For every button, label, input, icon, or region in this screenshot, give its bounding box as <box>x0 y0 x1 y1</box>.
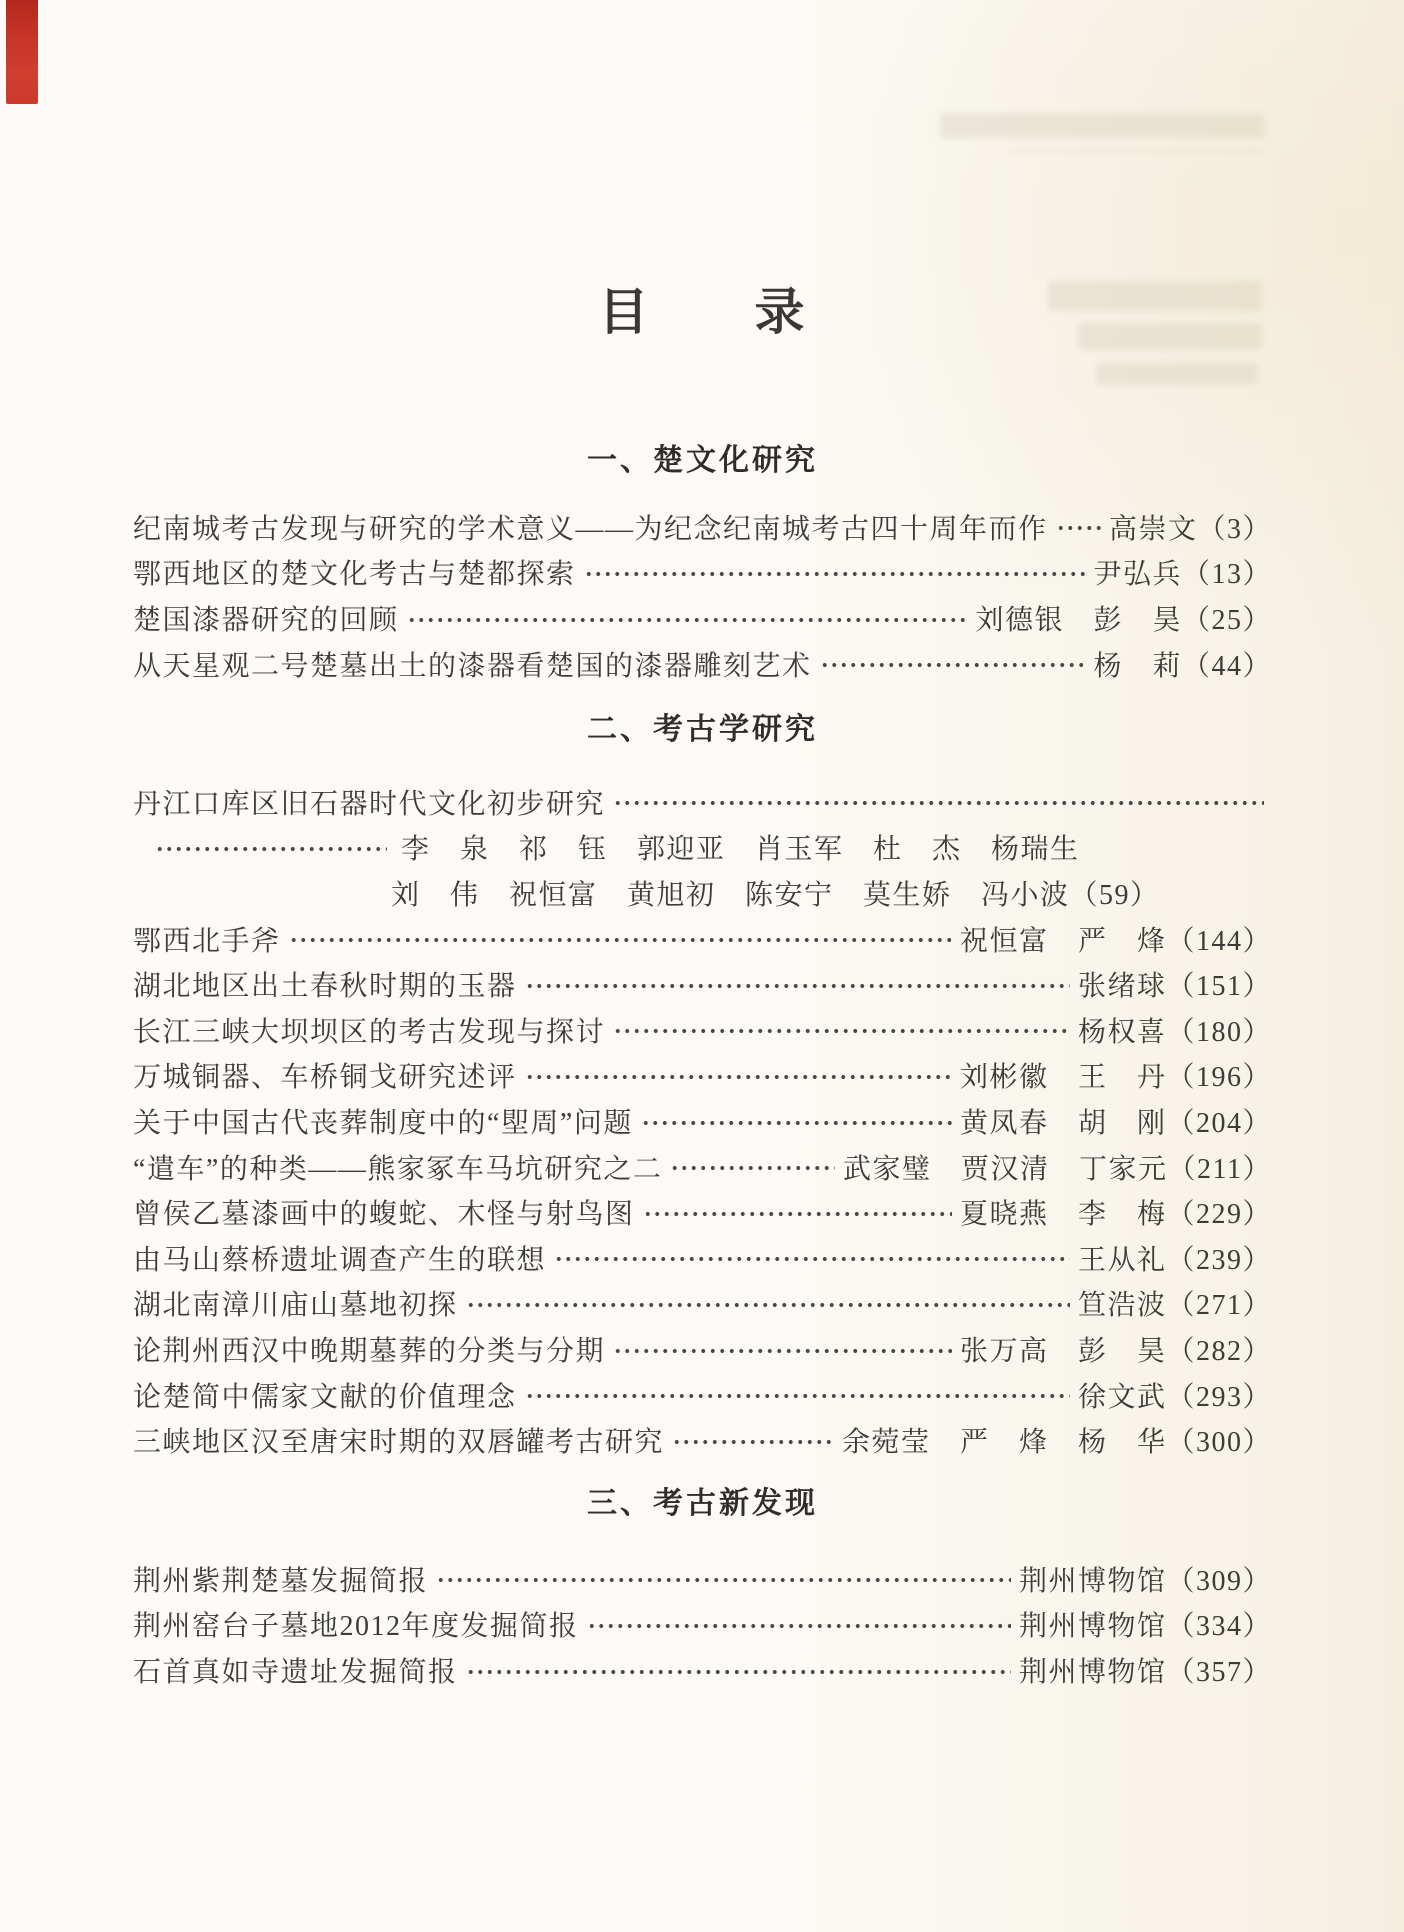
entry-title: 长江三峡大坝坝区的考古发现与探讨 <box>133 1016 606 1048</box>
section-heading: 三、考古新发现 <box>587 1487 818 1520</box>
toc-entry-continuation <box>133 825 1272 871</box>
toc-entry <box>133 1281 1272 1327</box>
entry-authors-page: 徐文武（293） <box>1077 1381 1272 1413</box>
toc-entry <box>133 1007 1272 1053</box>
section-heading: 一、楚文化研究 <box>587 444 818 477</box>
entry-title: 从天星观二号楚墓出土的漆器看楚国的漆器雕刻艺术 <box>133 650 812 682</box>
section-entry-list <box>133 1556 1272 1693</box>
entry-authors-page: 荆州博物馆（334） <box>1018 1611 1272 1643</box>
entry-title: 纪南城考古发现与研究的学术意义——为纪念纪南城考古四十周年而作 <box>133 513 1048 545</box>
dotted-leader <box>584 550 1086 596</box>
section-entry-list <box>133 779 1272 1463</box>
entry-authors: 李 泉 祁 钰 郭迎亚 肖玉军 杜 杰 杨瑞生 <box>401 834 1080 866</box>
entry-authors-page: 杨 莉（44） <box>1093 650 1272 682</box>
book-cover-red-edge <box>6 0 38 104</box>
entry-authors-page: 王从礼（239） <box>1077 1244 1272 1276</box>
toc-content <box>133 0 1272 1932</box>
toc-entry <box>133 1647 1272 1693</box>
entry-authors-page: 刘德银 彭 昊（25） <box>975 604 1272 636</box>
entry-title: 石首真如寺遗址发掘简报 <box>133 1656 458 1688</box>
dotted-leader <box>466 1647 1011 1693</box>
entry-title: 由马山蔡桥遗址调查产生的联想 <box>133 1244 547 1276</box>
entry-authors-page: 荆州博物馆（309） <box>1018 1565 1272 1597</box>
section-heading: 二、考古学研究 <box>587 713 818 746</box>
toc-entry <box>133 641 1272 687</box>
entry-title: “遣车”的种类——熊家冢车马坑研究之二 <box>133 1153 663 1185</box>
entry-title: 荆州窑台子墓地2012年度发掘简报 <box>133 1611 579 1643</box>
toc-entry <box>133 595 1272 641</box>
toc-entry <box>133 779 1272 825</box>
entry-authors-page: 尹弘兵（13） <box>1093 559 1272 591</box>
toc-entry <box>133 550 1272 596</box>
dotted-leader <box>643 1189 952 1235</box>
toc-entry <box>133 1053 1272 1099</box>
entry-title: 论楚简中儒家文献的价值理念 <box>133 1381 517 1413</box>
entry-title: 三峡地区汉至唐宋时期的双唇罐考古研究 <box>133 1427 665 1459</box>
toc-entry <box>133 1602 1272 1648</box>
entry-title: 鄂西地区的楚文化考古与楚都探索 <box>133 559 576 591</box>
entry-title: 曾侯乙墓漆画中的蝮蛇、木怪与射鸟图 <box>133 1199 635 1231</box>
dotted-leader <box>587 1602 1011 1648</box>
toc-entry <box>133 504 1272 550</box>
toc-entry <box>133 1417 1272 1463</box>
entry-title: 湖北地区出土春秋时期的玉器 <box>133 971 517 1003</box>
entry-authors-page: 张万高 彭 昊（282） <box>959 1335 1272 1367</box>
dotted-leader <box>613 1007 1070 1053</box>
toc-entry <box>133 1372 1272 1418</box>
entry-authors-page: 武家璧 贾汉清 丁家元（211） <box>843 1153 1272 1185</box>
entry-title: 楚国漆器研究的回顾 <box>133 604 399 636</box>
entry-authors-page: 张绪球（151） <box>1077 971 1272 1003</box>
dotted-leader <box>641 1098 952 1144</box>
dotted-leader <box>525 1053 952 1099</box>
entry-authors-page: 笪浩波（271） <box>1077 1290 1272 1322</box>
entry-authors-page: 刘 伟 祝恒富 黄旭初 陈安宁 莫生娇 冯小波（59） <box>391 879 1160 911</box>
dotted-leader <box>289 916 952 962</box>
toc-entry <box>133 916 1272 962</box>
toc-entry-continuation <box>133 870 1272 916</box>
entry-authors-page: 祝恒富 严 烽（144） <box>959 925 1272 957</box>
dotted-leader <box>613 1326 952 1372</box>
toc-entry <box>133 1235 1272 1281</box>
toc-entry <box>133 961 1272 1007</box>
dotted-leader <box>613 779 1264 825</box>
toc-entry <box>133 1144 1272 1190</box>
dotted-leader <box>525 1372 1070 1418</box>
section-entry-list <box>133 504 1272 686</box>
dotted-leader <box>670 1144 835 1190</box>
entry-authors-page: 高崇文（3） <box>1108 513 1272 545</box>
entry-authors-page: 黄凤春 胡 刚（204） <box>959 1107 1272 1139</box>
entry-title: 论荆州西汉中晚期墓葬的分类与分期 <box>133 1335 606 1367</box>
dotted-leader <box>466 1281 1070 1327</box>
entry-authors-page: 荆州博物馆（357） <box>1018 1656 1272 1688</box>
dotted-leader <box>436 1556 1011 1602</box>
entry-authors-page: 夏晓燕 李 梅（229） <box>959 1199 1272 1231</box>
entry-title: 丹江口库区旧石器时代文化初步研究 <box>133 788 606 820</box>
entry-title: 万城铜器、车桥铜戈研究述评 <box>133 1062 517 1094</box>
dotted-leader <box>155 825 387 871</box>
entry-title: 鄂西北手斧 <box>133 925 281 957</box>
dotted-leader <box>525 961 1070 1007</box>
entry-authors-page: 杨权喜（180） <box>1077 1016 1272 1048</box>
entry-authors-page: 余菀莹 严 烽 杨 华（300） <box>841 1427 1272 1459</box>
toc-entry <box>133 1098 1272 1144</box>
entry-title: 湖北南漳川庙山墓地初探 <box>133 1290 458 1322</box>
page-title: 目 录 <box>598 284 807 340</box>
toc-entry <box>133 1189 1272 1235</box>
entry-title: 关于中国古代丧葬制度中的“堲周”问题 <box>133 1107 633 1139</box>
entry-title: 荆州紫荆楚墓发掘简报 <box>133 1565 429 1597</box>
dotted-leader <box>1056 504 1101 550</box>
toc-entry <box>133 1326 1272 1372</box>
toc-entry <box>133 1556 1272 1602</box>
entry-authors-page: 刘彬徽 王 丹（196） <box>959 1062 1272 1094</box>
dotted-leader <box>672 1417 834 1463</box>
dotted-leader <box>407 595 968 641</box>
dotted-leader <box>554 1235 1070 1281</box>
dotted-leader <box>820 641 1086 687</box>
